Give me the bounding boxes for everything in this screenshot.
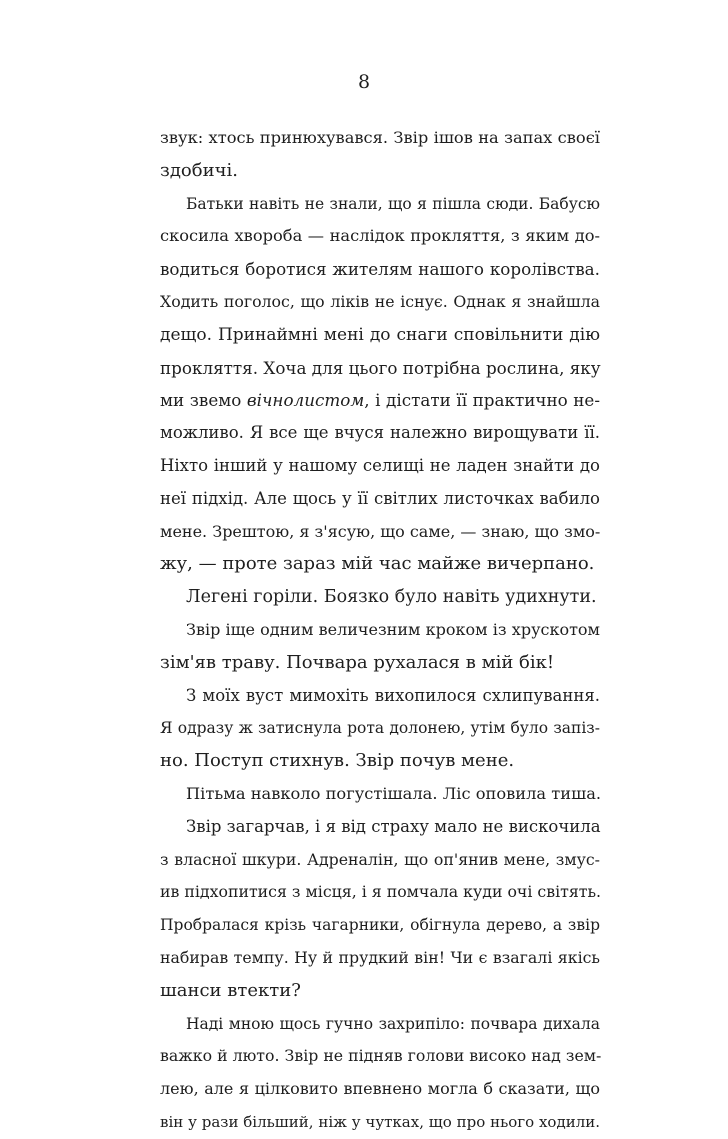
body-text bbox=[160, 122, 600, 1139]
text-line: лею, але я цілковито впевнено могла б сказати, що bbox=[160, 1079, 600, 1099]
text-line: Ніхто інший у нашому селищі не ладен знайти до bbox=[160, 455, 600, 475]
text-line: мене. Зрештою, я з'ясую, що саме, — знаю, що змо- bbox=[160, 521, 601, 541]
text-line: з власної шкури. Адреналін, що оп'янив мене, змус- bbox=[160, 849, 600, 869]
text-line: він у рази більший, ніж у чутках, що про нього ходили. bbox=[160, 1112, 600, 1131]
text-line: водиться боротися жителям нашого королівства. bbox=[160, 259, 600, 280]
text-line: Я одразу ж затиснула рота долонею, утім було запіз- bbox=[160, 719, 600, 738]
text-line: З моїх вуст мимохіть вихопилося схлипування. bbox=[186, 685, 600, 705]
text-line: зім'яв траву. Почвара рухалася в мій бік! bbox=[160, 651, 555, 673]
text-line: Пробралася крізь чагарники, обігнула дерево, а звір bbox=[160, 916, 600, 935]
text-line: но. Поступ стихнув. Звір почув мене. bbox=[160, 750, 515, 772]
text-line: Батьки навіть не знали, що я пішла сюди. Бабусю bbox=[186, 194, 600, 213]
text-line: звук: хтось принюхувався. Звір ішов на запах своєї bbox=[160, 128, 600, 147]
text-line: Легені горіли. Боязко було навіть удихнути. bbox=[186, 587, 597, 608]
text-line: прокляття. Хоча для цього потрібна рослина, яку bbox=[160, 357, 601, 378]
text-line: неї підхід. Але щось у її світлих листочках вабило bbox=[160, 488, 600, 508]
text-line: здобичі. bbox=[160, 159, 238, 181]
text-line: Наді мною щось гучно захрипіло: почвара дихала bbox=[186, 1014, 600, 1033]
text-line: Пітьма навколо погустішала. Ліс оповила тиша. bbox=[186, 783, 602, 803]
text-line: Ходить поголос, що ліків не існує. Однак я знайшла bbox=[160, 291, 600, 311]
text-segment: , і дістати її практично не- bbox=[364, 390, 600, 411]
text-line: шанси втекти? bbox=[160, 979, 301, 1001]
text-line: можливо. Я все ще вчуся належно вирощувати її. bbox=[160, 423, 600, 443]
text-line-with-italic bbox=[160, 384, 600, 417]
page-number: 8 bbox=[357, 71, 371, 93]
text-segment: ми звемо bbox=[160, 390, 247, 411]
text-line: ив підхопитися з місця, і я помчала куди очі світять. bbox=[160, 882, 602, 902]
text-line: жу, — проте зараз мій час майже вичерпано. bbox=[160, 553, 595, 575]
italic-term: вічнолистом bbox=[246, 390, 365, 411]
text-line: набирав темпу. Ну й прудкий він! Чи є взагалі якісь bbox=[160, 947, 600, 967]
text-line: Звір загарчав, і я від страху мало не вискочила bbox=[186, 816, 601, 836]
text-line: важко й люто. Звір не підняв голови високо над зем- bbox=[160, 1046, 602, 1066]
text-line: скосила хвороба — наслідок прокляття, з яким до- bbox=[160, 226, 600, 246]
text-line: дещо. Принаймні мені до снаги сповільнити дію bbox=[160, 324, 600, 345]
text-line: Звір іще одним величезним кроком із хрускотом bbox=[186, 619, 600, 639]
